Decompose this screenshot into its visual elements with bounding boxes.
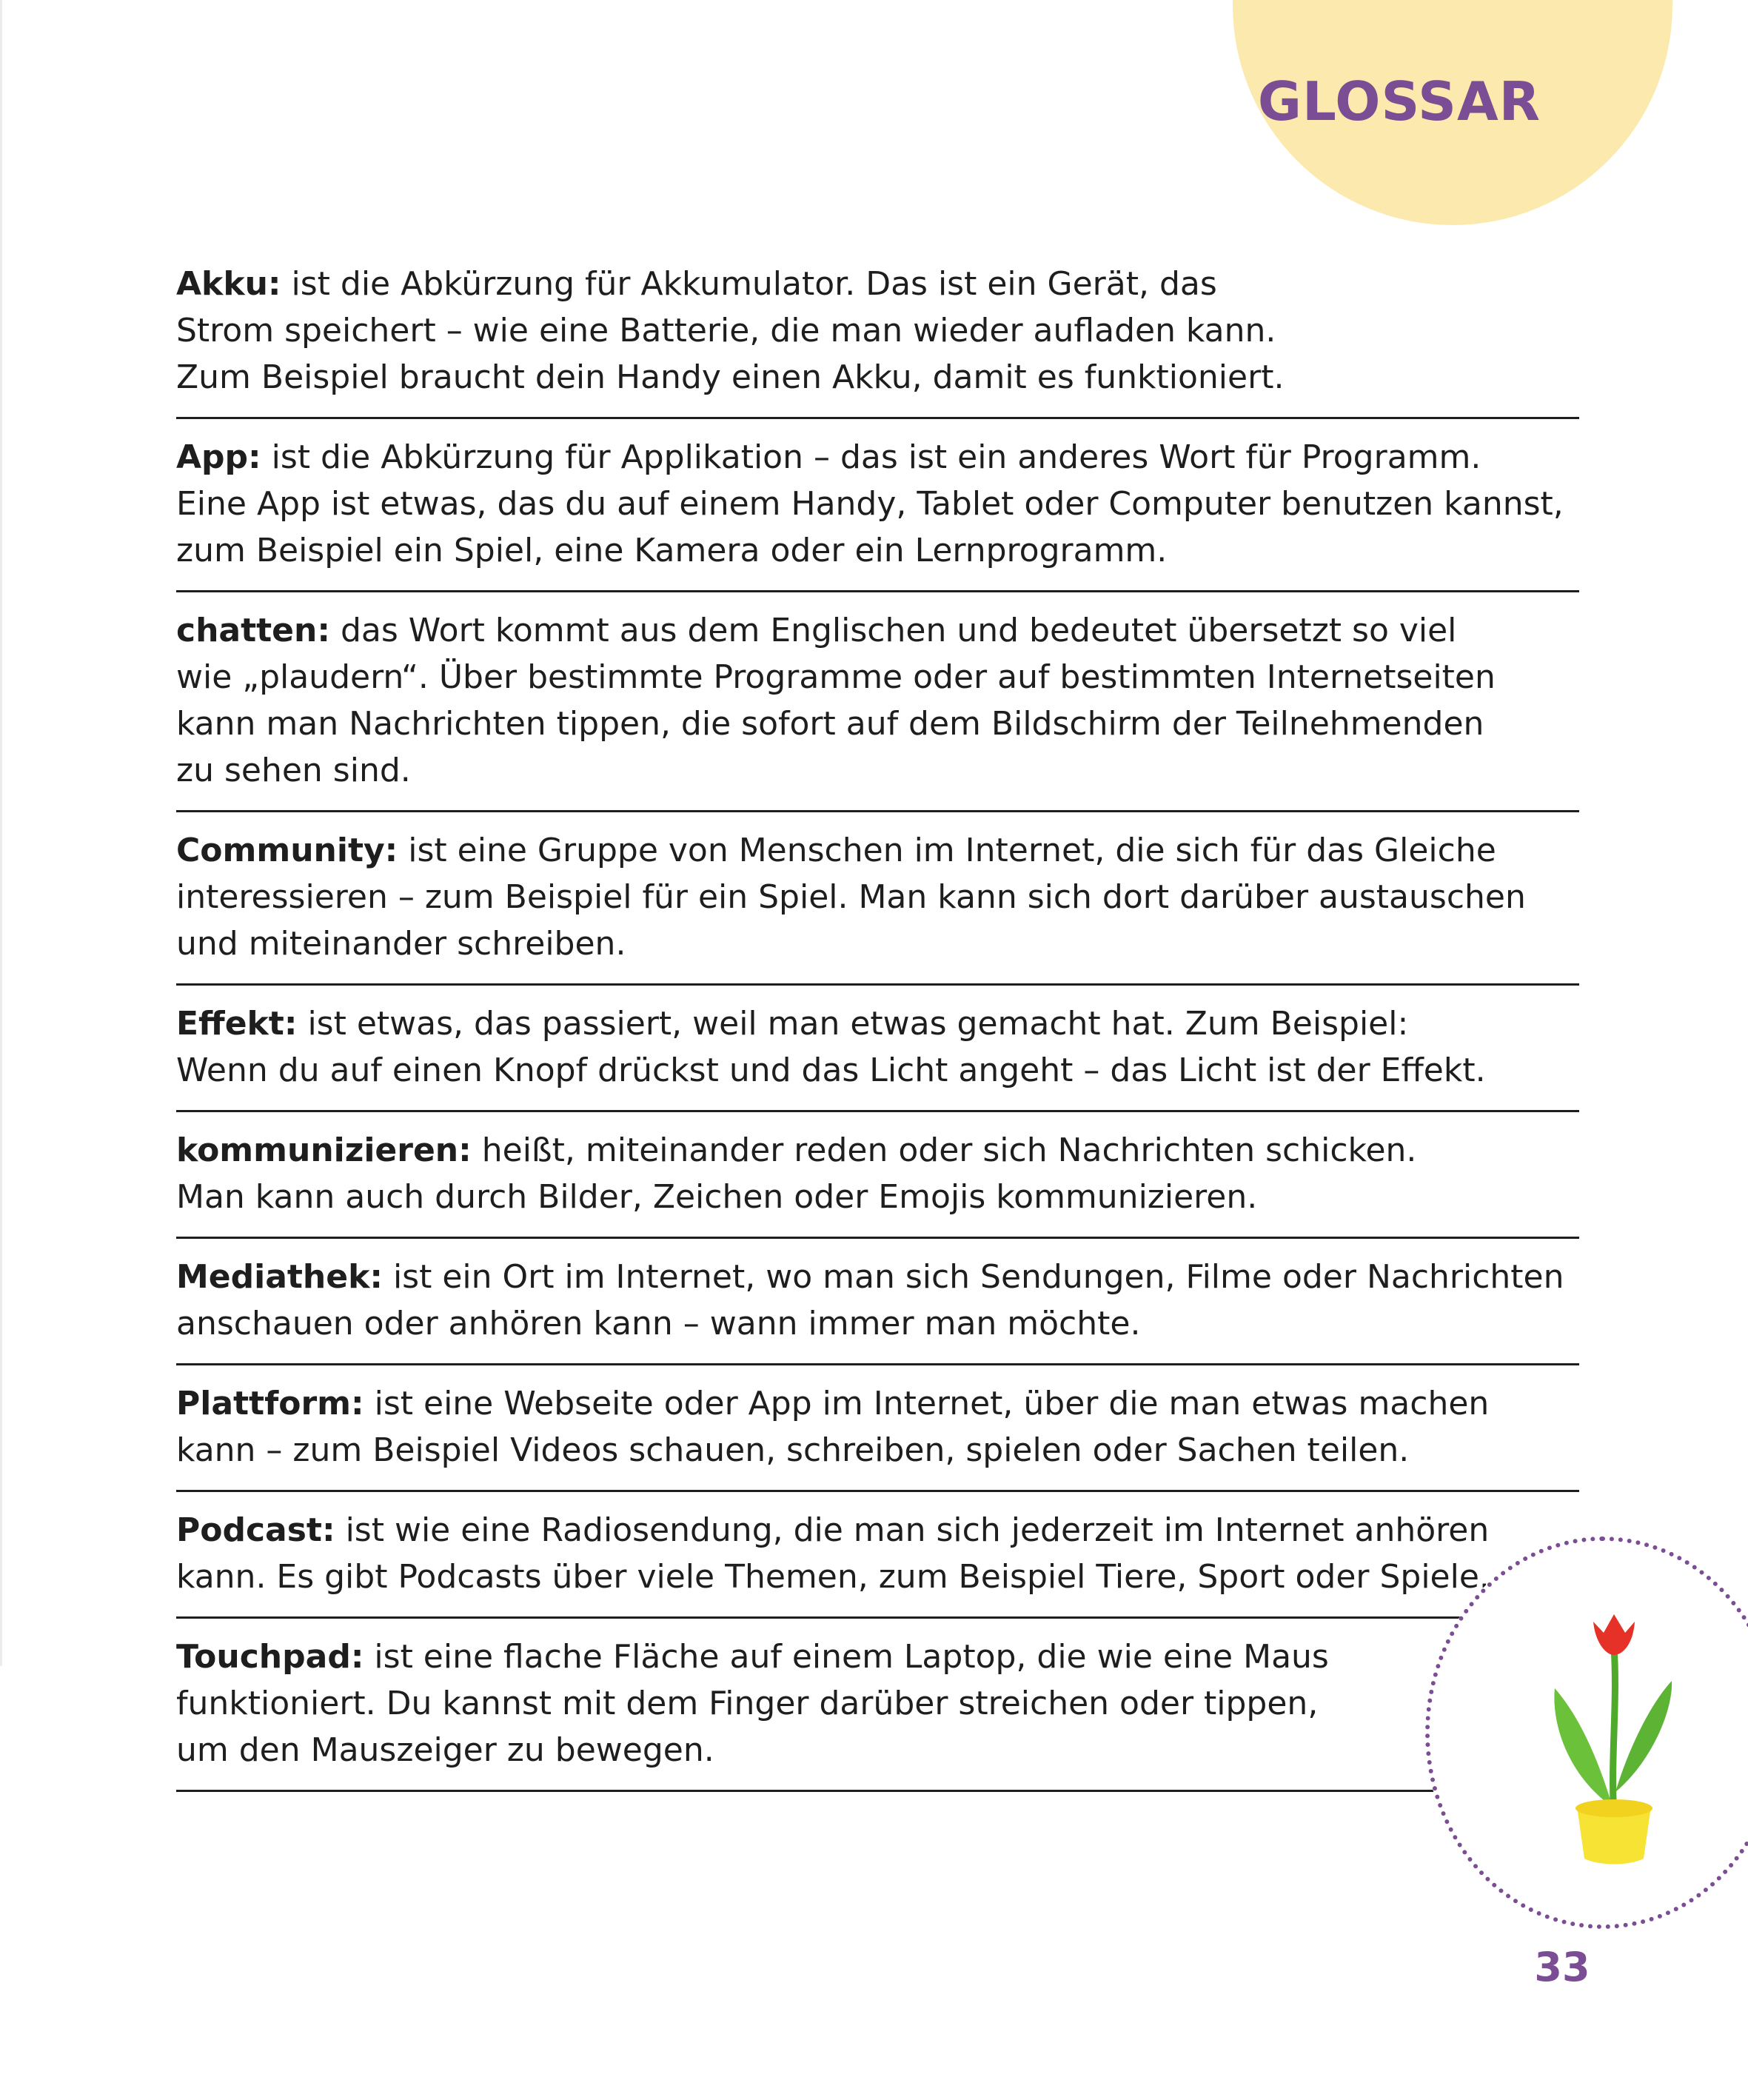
glossary-entry-podcast <box>176 1507 1579 1619</box>
entry-line: Zum Beispiel braucht dein Handy einen Akku, damit es funktioniert. <box>176 358 1285 396</box>
entry-line: ist die Abkürzung für Akkumulator. Das ist ein Gerät, das <box>291 265 1217 303</box>
glossary-entry-touchpad <box>176 1633 1435 1792</box>
entry-term: kommunizieren: <box>176 1131 472 1169</box>
entry-term: Podcast: <box>176 1511 335 1549</box>
glossary-entry-mediathek <box>176 1254 1579 1365</box>
glossary-entry-chatten <box>176 607 1579 812</box>
entry-line: Wenn du auf einen Knopf drückst und das Licht angeht – das Licht ist der Effekt. <box>176 1051 1486 1089</box>
tulip-leaf-left <box>1554 1688 1613 1807</box>
entry-term: Plattform: <box>176 1385 364 1422</box>
entry-line: Strom speichert – wie eine Batterie, die man wieder aufladen kann. <box>176 312 1276 350</box>
entry-line: ist eine Gruppe von Menschen im Internet, die sich für das Gleiche <box>408 832 1496 869</box>
tulip-stem <box>1613 1648 1615 1814</box>
entry-line: um den Mauszeiger zu bewegen. <box>176 1731 714 1769</box>
entry-term: Touchpad: <box>176 1638 364 1676</box>
entry-line: interessieren – zum Beispiel für ein Spiel. Man kann sich dort darüber austauschen <box>176 878 1526 916</box>
entry-line: Eine App ist etwas, das du auf einem Handy, Tablet oder Computer benutzen kannst, <box>176 485 1564 523</box>
tulip-leaf-right <box>1615 1681 1672 1792</box>
entry-term: Mediathek: <box>176 1258 383 1296</box>
glossary-entry-app <box>176 434 1579 592</box>
glossary-entry-kommunizieren <box>176 1127 1579 1239</box>
entry-line: kann – zum Beispiel Videos schauen, schreiben, spielen oder Sachen teilen. <box>176 1431 1410 1469</box>
entry-line: Man kann auch durch Bilder, Zeichen oder Emojis kommunizieren. <box>176 1178 1258 1216</box>
tulip-blossom <box>1593 1614 1635 1655</box>
entry-term: Community: <box>176 832 398 869</box>
entry-line: ist wie eine Radiosendung, die man sich jederzeit im Internet anhören <box>345 1511 1490 1549</box>
entry-line: ist eine Webseite oder App im Internet, über die man etwas machen <box>374 1385 1490 1422</box>
entry-line: ist eine flache Fläche auf einem Laptop, die wie eine Maus <box>374 1638 1329 1676</box>
page-title: GLOSSAR <box>1257 70 1541 133</box>
entry-line: das Wort kommt aus dem Englischen und bedeutet übersetzt so viel <box>340 612 1457 649</box>
entry-line: wie „plaudern“. Über bestimmte Programme oder auf bestimmten Internetseiten <box>176 658 1496 696</box>
entry-line: funktioniert. Du kannst mit dem Finger darüber streichen oder tippen, <box>176 1685 1319 1722</box>
tulip-illustration <box>1540 1592 1688 1866</box>
entry-line: anschauen oder anhören kann – wann immer man möchte. <box>176 1305 1141 1342</box>
entry-line: heißt, miteinander reden oder sich Nachrichten schicken. <box>481 1131 1417 1169</box>
entry-term: Effekt: <box>176 1005 298 1043</box>
page-number: 33 <box>1534 1944 1590 1990</box>
flower-pot-rim <box>1575 1799 1652 1817</box>
entry-line: kann. Es gibt Podcasts über viele Themen, zum Beispiel Tiere, Sport oder Spiele. <box>176 1558 1490 1596</box>
entry-line: ist ein Ort im Internet, wo man sich Sendungen, Filme oder Nachrichten <box>392 1258 1564 1296</box>
glossary-entry-akku <box>176 261 1579 419</box>
entry-line: ist die Abkürzung für Applikation – das ist ein anderes Wort für Programm. <box>271 438 1481 476</box>
glossary-list <box>176 261 1579 1807</box>
entry-term: App: <box>176 438 261 476</box>
glossary-entry-plattform <box>176 1380 1579 1492</box>
entry-term: chatten: <box>176 612 330 649</box>
glossary-entry-community <box>176 827 1579 986</box>
glossary-entry-effekt <box>176 1000 1579 1112</box>
entry-line: zum Beispiel ein Spiel, eine Kamera oder ein Lernprogramm. <box>176 532 1168 569</box>
entry-line: zu sehen sind. <box>176 752 411 789</box>
entry-line: und miteinander schreiben. <box>176 925 626 963</box>
entry-term: Akku: <box>176 265 281 303</box>
entry-line: ist etwas, das passiert, weil man etwas gemacht hat. Zum Beispiel: <box>307 1005 1409 1043</box>
entry-line: kann man Nachrichten tippen, die sofort auf dem Bildschirm der Teilnehmenden <box>176 705 1484 743</box>
page-edge-line <box>0 0 2 1666</box>
